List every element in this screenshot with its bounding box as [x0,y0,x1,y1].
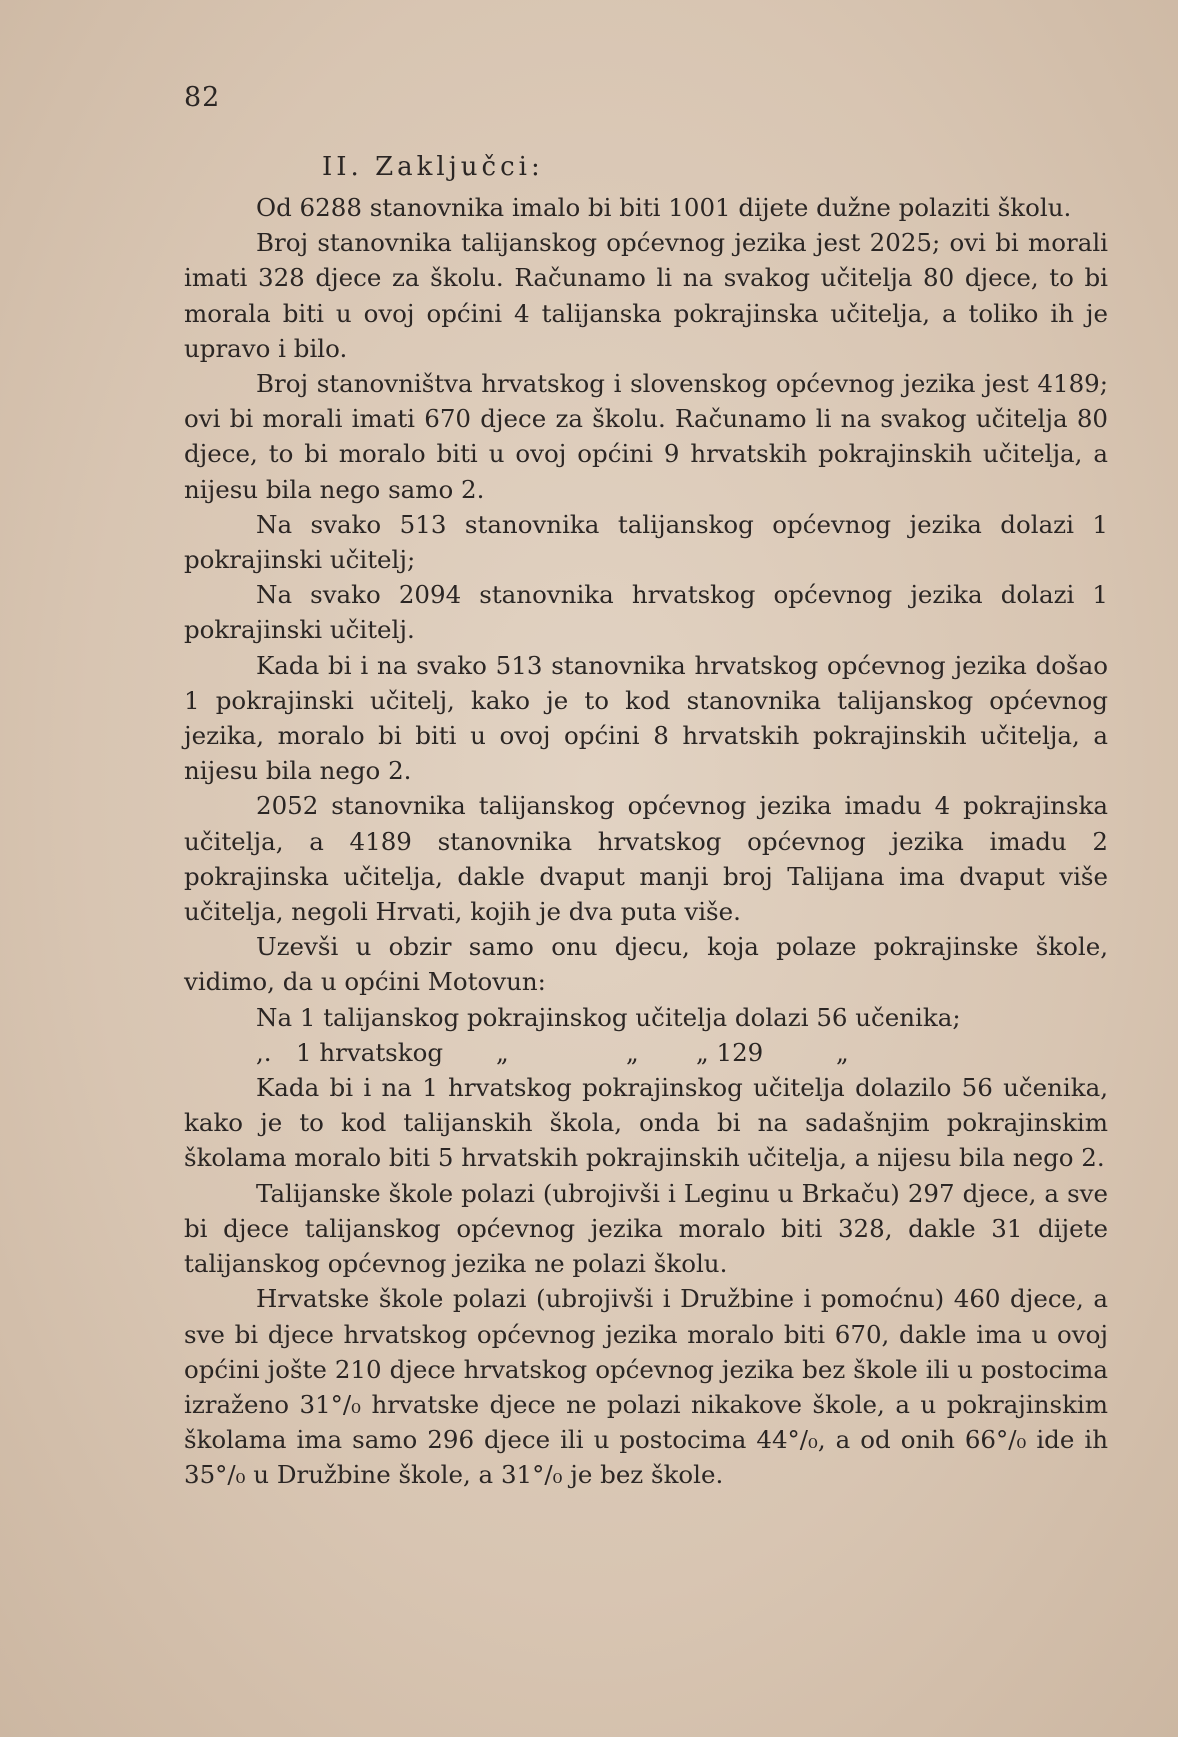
ditto-subject: 1 hrvatskog [296,1037,444,1067]
paragraph: Broj stanovnika talijanskog općevnog jezika jest 2025; ovi bi morali imati 328 djece za školu. Računamo li na svakog učitelja 80 djece, to bi morala biti u ovoj općini 4 talijanska pokrajinska učitelja, a toliko ih je upravo i bilo. [184,228,1108,363]
ditto-mark: „ [496,1037,509,1067]
paragraph: Kada bi i na 1 hrvatskog pokrajinskog učitelja dolazilo 56 učenika, kako je to kod talijanskih škola, onda bi na sadašnjim pokrajinskim školama moralo biti 5 hrvatskih pokrajinskih učitelja, a nijesu bila nego 2. [184,1073,1108,1173]
ditto-mark: „ [626,1037,639,1067]
ditto-mark: „ [836,1037,849,1067]
paragraph: Na svako 2094 stanovnika hrvatskog općevnog jezika dolazi 1 pokrajinski učitelj. [184,580,1108,645]
page-number: 82 [184,82,221,113]
paragraph: Od 6288 stanovnika imalo bi biti 1001 dijete dužne polaziti školu. [256,193,1072,222]
paragraph: Na 1 talijanskog pokrajinskog učitelja dolazi 56 učenika; [256,1002,961,1032]
ditto-indent-mark: ,. [256,1037,272,1067]
paragraph: Na svako 513 stanovnika talijanskog općevnog jezika dolazi 1 pokrajinski učitelj; [184,509,1108,575]
paragraph: Hrvatske škole polazi (ubrojivši i Družbine i pomoćnu) 460 djece, a sve bi djece hrvatskog općevnog jezika moralo biti 670, dakle ima u ovoj općini jošte 210 djece hrvatskog općevnog jezika bez škole ili u postocima izraženo 31°/₀ hrvatske djece ne polazi nikakove škole, a u pokrajinskim školama ima samo 296 djece ili u postocima 44°/₀, a od onih 66°/₀ ide ih 35°/₀ u Družbine škole, a 31°/₀ je bez škole. [184,1284,1108,1490]
paragraph: Kada bi i na svako 513 stanovnika hrvatskog općevnog jezika došao 1 pokrajinski učitelj, kako je to kod stanovnika talijanskog općevnog jezika, moralo bi biti u ovoj općini 8 hrvatskih pokrajinskih učitelja, a nijesu bila nego 2. [184,650,1108,786]
body-text [184,190,1108,1493]
paragraph: Uzevši u obzir samo onu djecu, koja polaze pokrajinske škole, vidimo, da u općini Motovun: [184,932,1108,997]
paragraph: Broj stanovništva hrvatskog i slovenskog općevnog jezika jest 4189; ovi bi morali imati 670 djece za školu. Računamo li na svakog učitelja 80 djece, to bi moralo biti u ovoj općini 9 hrvatskih pokrajinskih učitelja, a nijesu bila nego samo 2. [184,369,1108,504]
paragraph: Talijanske škole polazi (ubrojivši i Leginu u Brkaču) 297 djece, a sve bi djece talijanskog općevnog jezika moralo biti 328, dakle 31 dijete talijanskog općevnog jezika ne polazi školu. [184,1178,1108,1279]
ditto-value: „ 129 [696,1037,764,1067]
section-heading: II. Zaključci: [322,152,544,182]
paragraph: 2052 stanovnika talijanskog općevnog jezika imadu 4 pokrajinska učitelja, a 4189 stanovnika hrvatskog općevnog jezika imadu 2 pokrajinska učitelja, dakle dvaput manji broj Talijana ima dvaput više učitelja, negoli Hrvati, kojih je dva puta više. [184,791,1108,927]
ditto-line [184,1035,1108,1070]
